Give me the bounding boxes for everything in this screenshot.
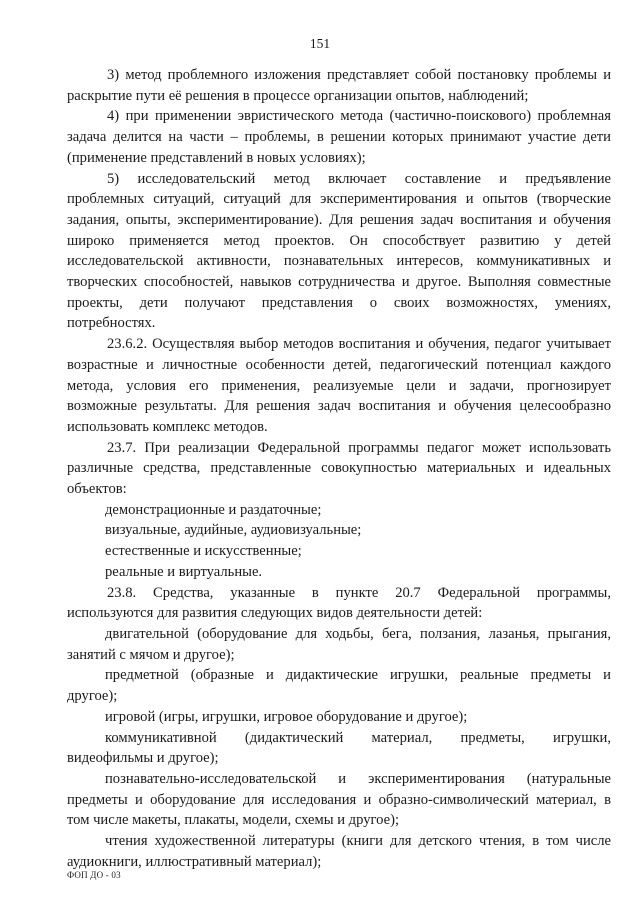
text-line: задача делится на части – проблемы, в решении которых принимают участие дети — [67, 129, 611, 146]
paragraph — [67, 541, 611, 562]
text-line: 4) при применении эвристического метода (частично-поискового) проблемная — [107, 108, 611, 125]
text-line: творческих способностей, навыков сотрудничества и другое. Выполняя совместные — [67, 274, 611, 291]
text-line: потребностях. — [67, 315, 156, 332]
text-line: естественные и искусственные; — [105, 543, 302, 560]
text-line: том числе макеты, плакаты, модели, схемы и другое); — [67, 812, 399, 829]
paragraph — [67, 665, 611, 706]
text-line: коммуникативной (дидактический материал, предметы, игрушки, — [105, 729, 611, 746]
text-line: используются для развития следующих видов деятельности детей: — [67, 605, 483, 622]
text-line: 23.6.2. Осуществляя выбор методов воспитания и обучения, педагог учитывает — [107, 336, 611, 353]
text-line: визуальные, аудийные, аудиовизуальные; — [105, 522, 362, 539]
text-line: чтения художественной литературы (книги для детского чтения, в том числе — [105, 833, 611, 850]
text-line: раскрытие пути её решения в процессе организации опытов, наблюдений; — [67, 87, 529, 104]
text-line: возрастные и личностные особенности детей, педагогический потенциал каждого — [67, 356, 611, 373]
text-line: реальные и виртуальные. — [105, 563, 263, 580]
text-line: проекты, дети получают представления о своих возможностях, умениях, — [67, 294, 611, 311]
paragraph — [67, 831, 611, 872]
text-line: познавательно-исследовательской и экспериментирования (натуральные — [105, 770, 611, 787]
text-line: использовать комплекс методов. — [67, 418, 268, 435]
document-body — [67, 65, 611, 872]
text-line: предметной (образные и дидактические игрушки, реальные предметы и — [105, 667, 611, 684]
paragraph — [67, 169, 611, 335]
paragraph — [67, 334, 611, 438]
text-line: задания, опыты, экспериментирование). Для решения задач воспитания и обучения — [67, 211, 611, 228]
page-number: 151 — [309, 36, 331, 51]
footer-document-code: ФОП ДО - 03 — [67, 870, 121, 880]
text-line: проблемных ситуаций, ситуаций для экспериментирования и опытов (творческие — [67, 191, 611, 208]
paragraph — [67, 106, 611, 168]
paragraph — [67, 562, 611, 583]
text-line: возможные результаты. Для решения задач воспитания и обучения целесообразно — [67, 398, 611, 415]
text-line: аудиокниги, иллюстративный материал); — [67, 853, 322, 870]
text-line: метода, условия его применения, реализуемые цели и задачи, прогнозирует — [67, 377, 611, 394]
paragraph — [67, 583, 611, 624]
text-line: (применение представлений в новых условиях); — [67, 149, 366, 166]
text-line: различные средства, представленные совокупностью материальных и идеальных — [67, 460, 611, 477]
text-line: демонстрационные и раздаточные; — [105, 501, 322, 518]
paragraph — [67, 707, 611, 728]
paragraph — [67, 500, 611, 521]
text-line: видеофильмы и другое); — [67, 750, 219, 767]
text-line: двигательной (оборудование для ходьбы, бега, ползания, лазанья, прыгания, — [105, 625, 611, 642]
paragraph — [67, 769, 611, 831]
paragraph — [67, 728, 611, 769]
text-line: широко применяется метод проектов. Он способствует развитию у детей — [67, 232, 611, 249]
text-line: исследовательской активности, познавательных интересов, коммуникативных и — [67, 253, 611, 270]
text-line: 23.7. При реализации Федеральной программы педагог может использовать — [107, 439, 611, 456]
text-line: игровой (игры, игрушки, игровое оборудование и другое); — [105, 708, 468, 725]
text-line: 23.8. Средства, указанные в пункте 20.7 Федеральной программы, — [107, 584, 611, 601]
paragraph — [67, 65, 611, 106]
text-line: 5) исследовательский метод включает составление и предъявление — [107, 170, 611, 187]
text-line: занятий с мячом и другое); — [67, 646, 235, 663]
paragraph — [67, 624, 611, 665]
text-line: другое); — [67, 688, 118, 705]
text-line: 3) метод проблемного изложения представляет собой постановку проблемы и — [107, 67, 611, 83]
text-line: объектов: — [67, 481, 127, 498]
paragraph — [67, 438, 611, 500]
paragraph — [67, 520, 611, 541]
text-line: предметы и оборудование для исследования и образно-символический материал, в — [67, 791, 611, 808]
